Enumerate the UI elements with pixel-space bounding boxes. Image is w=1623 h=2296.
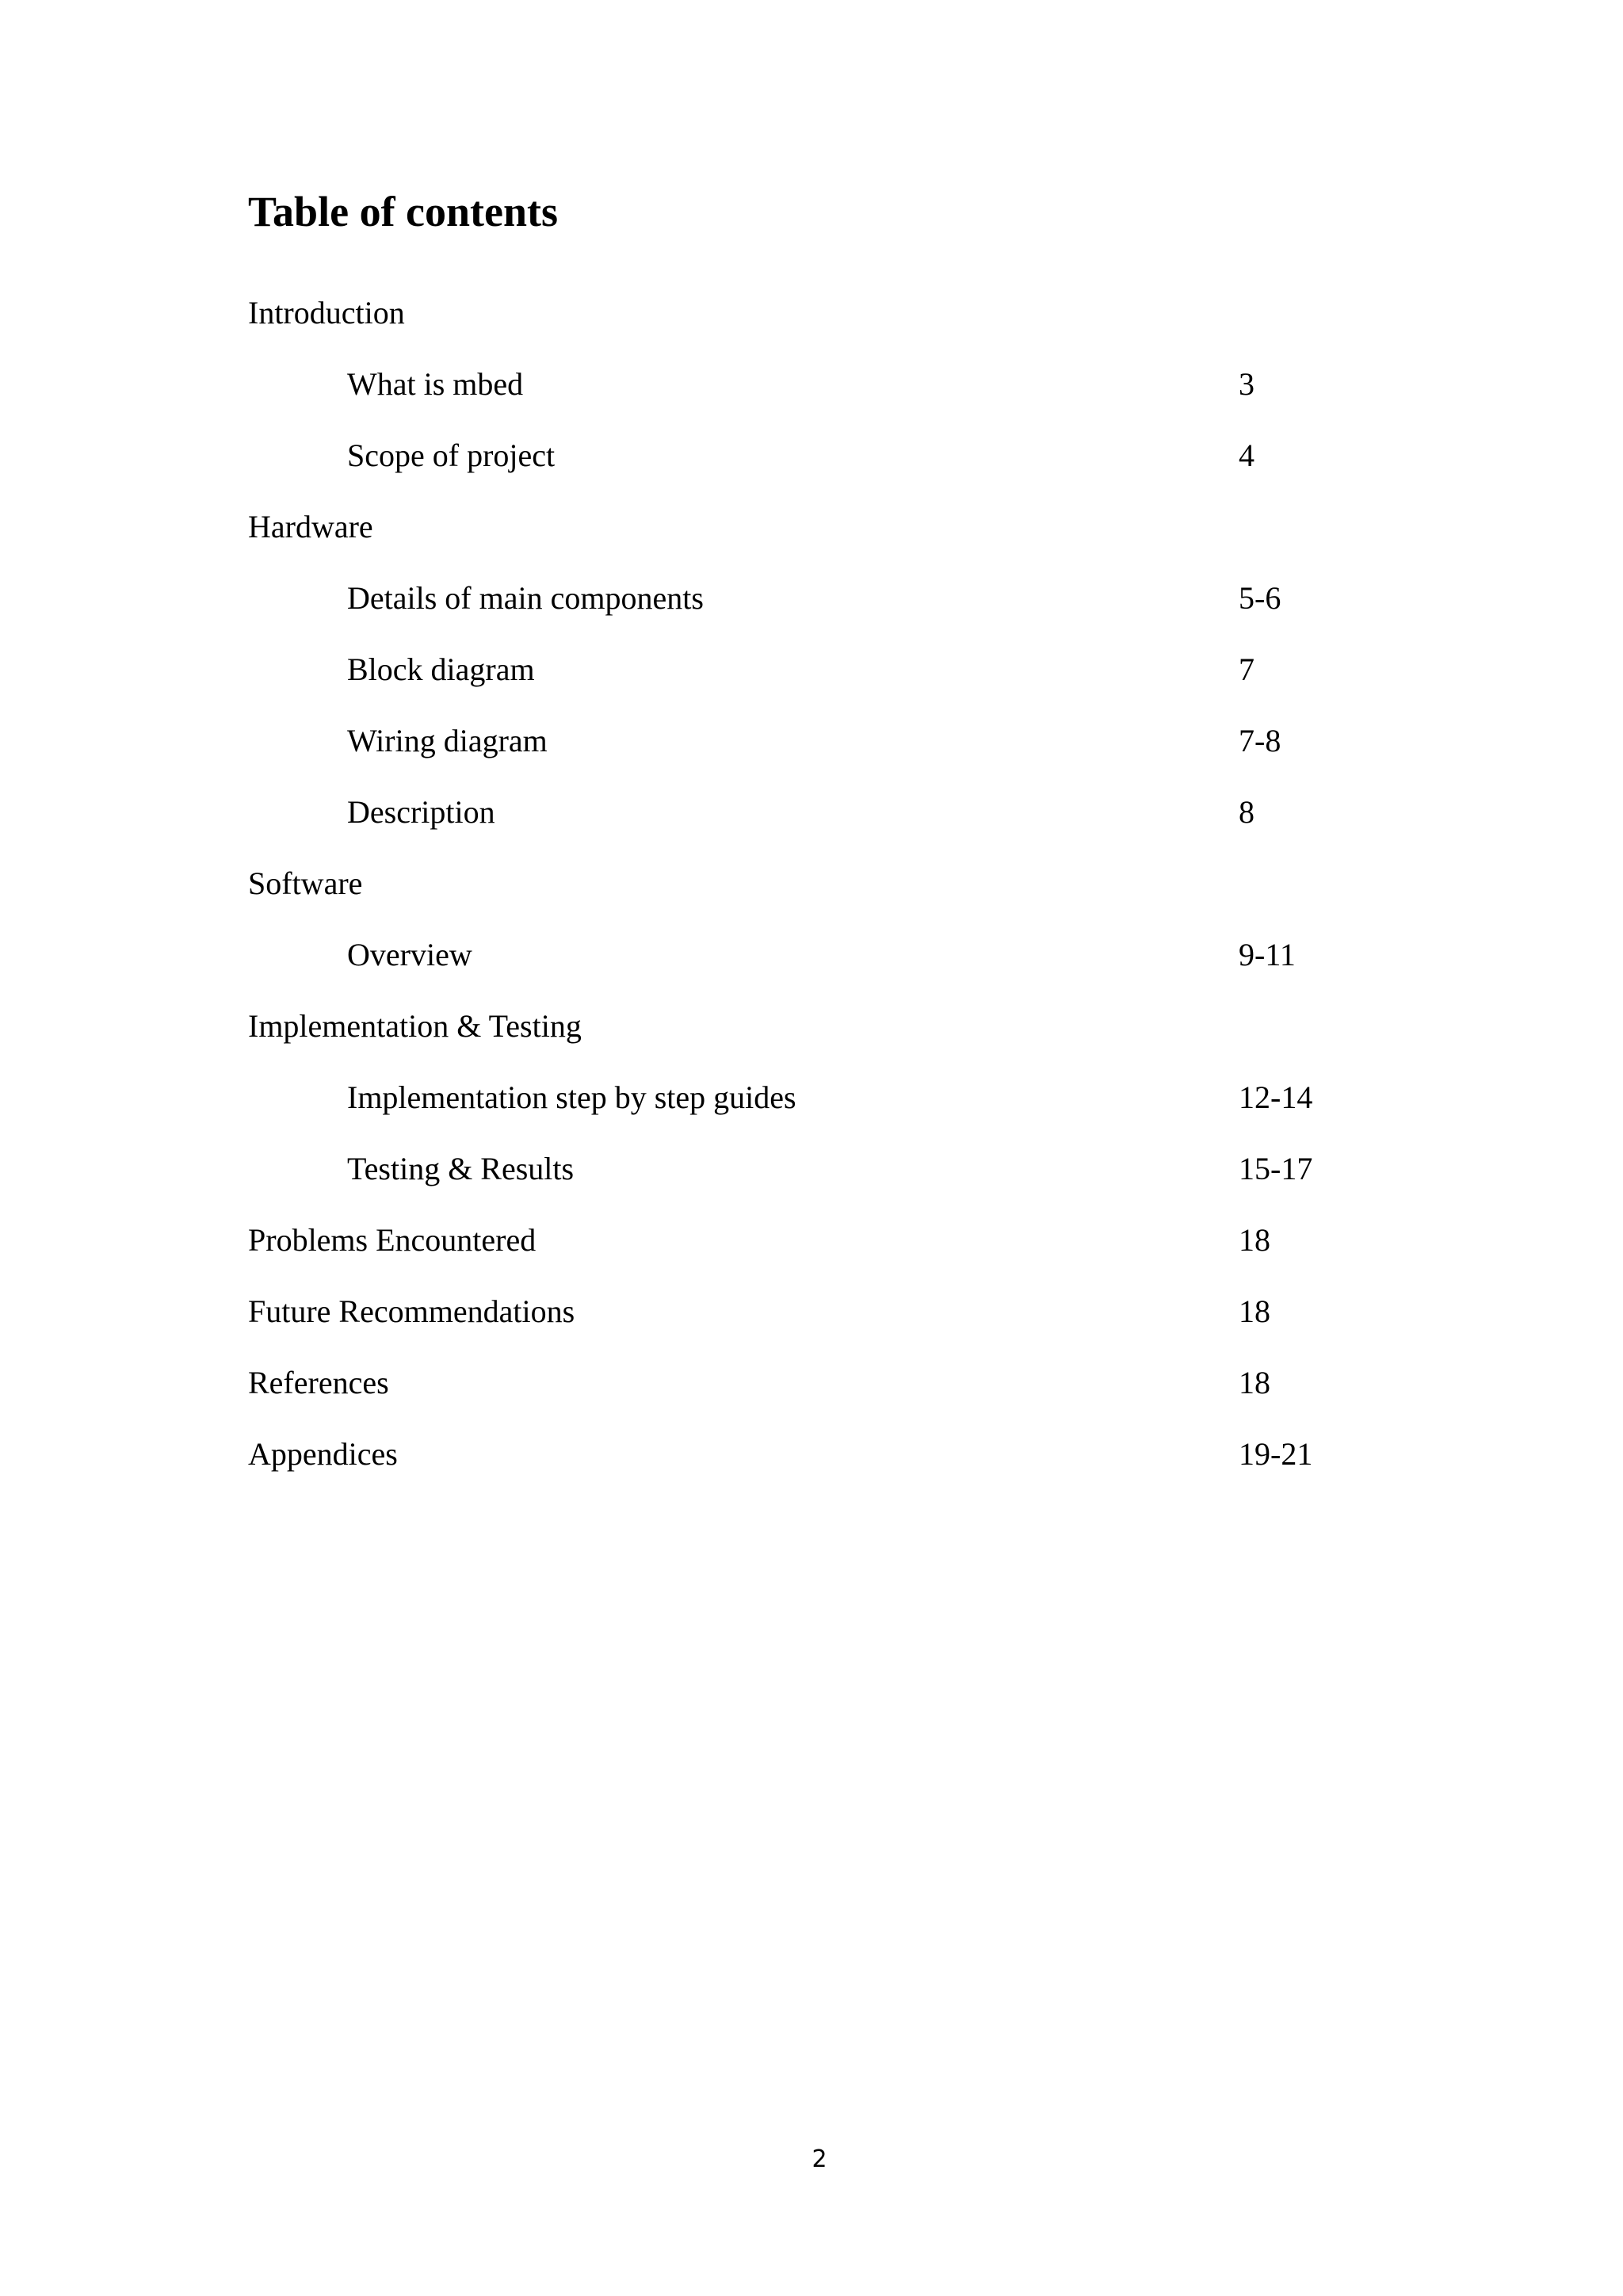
toc-entry-future-recommendations[interactable] — [0, 1288, 1623, 1335]
toc-entry-wiring-diagram[interactable] — [0, 717, 1623, 765]
toc-entry-label: Testing & Results — [347, 1151, 575, 1186]
toc-entry-label: Overview — [347, 937, 472, 972]
toc-entry-label: Block diagram — [347, 651, 535, 687]
page-title: Table of contents — [248, 188, 559, 235]
toc-entry-label: Future Recommendations — [248, 1293, 575, 1329]
toc-entry-label: Details of main components — [347, 580, 704, 616]
toc-entry-page: 15-17 — [1239, 1151, 1313, 1186]
toc-entry-label: Wiring diagram — [347, 723, 548, 758]
toc-entry-page: 9-11 — [1239, 937, 1296, 972]
toc-entry-page: 19-21 — [1239, 1436, 1313, 1472]
toc-entry-page: 4 — [1239, 437, 1254, 473]
toc-entry-hardware[interactable] — [0, 503, 1623, 551]
toc-entry-label: Software — [248, 865, 363, 901]
toc-entry-page: 7 — [1239, 651, 1254, 687]
toc-entry-page: 18 — [1239, 1365, 1270, 1400]
toc-entry-page: 18 — [1239, 1293, 1270, 1329]
toc-entry-label: Scope of project — [347, 437, 556, 473]
toc-entry-label: Hardware — [248, 509, 373, 544]
toc-entry-description[interactable] — [0, 789, 1623, 836]
toc-entry-label: Appendices — [248, 1436, 398, 1472]
toc-entry-page: 12-14 — [1239, 1079, 1313, 1115]
toc-entry-label: Implementation step by step guides — [347, 1079, 796, 1115]
toc-entry-page: 18 — [1239, 1222, 1270, 1258]
toc-entry-software[interactable] — [0, 860, 1623, 907]
toc-entry-implementation-and-testing[interactable] — [0, 1003, 1623, 1050]
toc-entry-page: 3 — [1239, 366, 1254, 402]
page-number: 2 — [812, 2145, 827, 2173]
toc-entry-label: Problems Encountered — [248, 1222, 537, 1258]
toc-entry-appendices[interactable] — [0, 1431, 1623, 1478]
toc-entry-what-is-mbed[interactable] — [0, 361, 1623, 408]
toc-entry-overview[interactable] — [0, 931, 1623, 979]
toc-entry-label: Implementation & Testing — [248, 1008, 582, 1044]
toc-entry-testing-and-results[interactable] — [0, 1145, 1623, 1193]
toc-entry-scope-of-project[interactable] — [0, 432, 1623, 479]
toc-entry-page: 5-6 — [1239, 580, 1281, 616]
toc-entry-page: 8 — [1239, 794, 1254, 830]
toc-entry-label: References — [248, 1365, 389, 1400]
toc-entry-details-of-main-components[interactable] — [0, 575, 1623, 622]
toc-entry-implementation-guides[interactable] — [0, 1074, 1623, 1121]
toc-entry-label: What is mbed — [347, 366, 524, 402]
toc-entry-label: Introduction — [248, 295, 405, 330]
toc-entry-problems-encountered[interactable] — [0, 1217, 1623, 1264]
toc-entry-block-diagram[interactable] — [0, 646, 1623, 693]
toc-entry-introduction[interactable] — [0, 289, 1623, 337]
toc-entry-references[interactable] — [0, 1359, 1623, 1407]
toc-entry-label: Description — [347, 794, 495, 830]
toc-entry-page: 7-8 — [1239, 723, 1281, 758]
